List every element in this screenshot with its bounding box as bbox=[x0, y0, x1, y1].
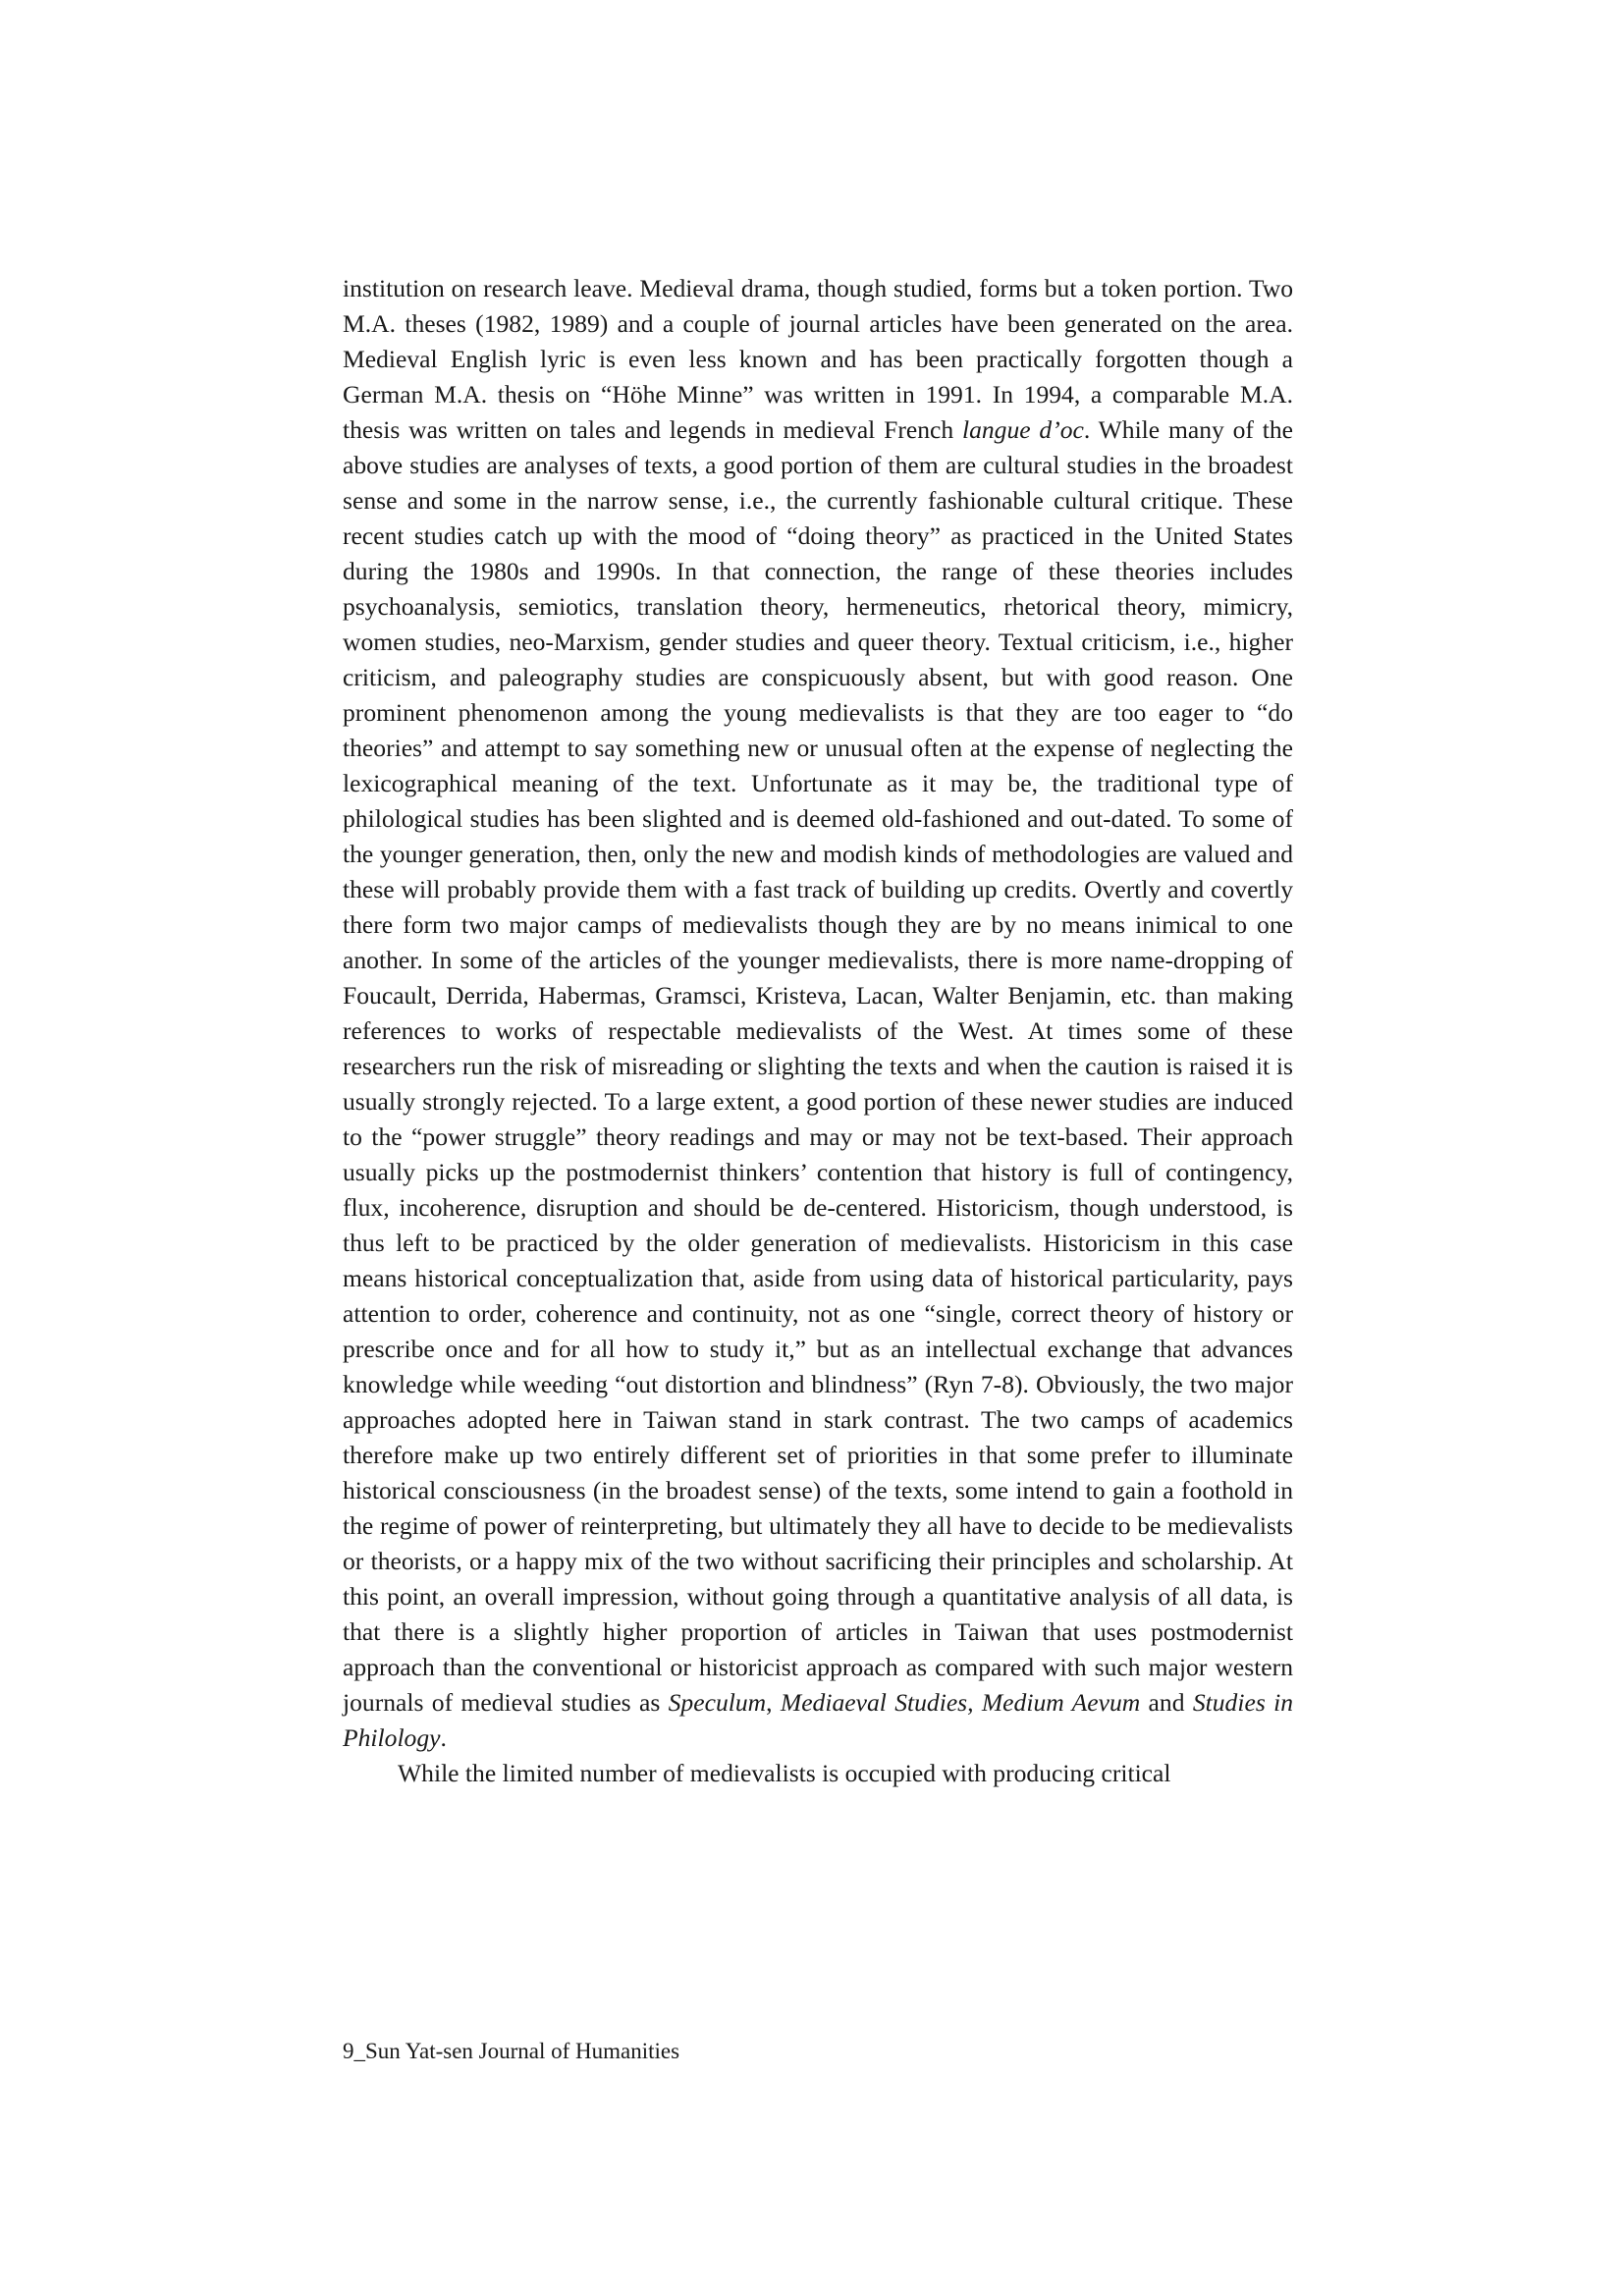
body-text bbox=[343, 271, 1293, 1791]
paragraph-1-italic-journals: Mediaeval Studies, Medium Aevum bbox=[780, 1688, 1141, 1717]
paragraph-1-text-e: . bbox=[440, 1723, 447, 1752]
page-footer: 9_Sun Yat-sen Journal of Humanities bbox=[343, 2039, 680, 2063]
paragraph-2 bbox=[343, 1756, 1293, 1791]
paragraph-1 bbox=[343, 271, 1293, 1756]
paragraph-2-text: While the limited number of medievalists is occupied with producing critical bbox=[398, 1759, 1171, 1787]
paragraph-1-italic-speculum: Speculum bbox=[668, 1688, 767, 1717]
paragraph-1-text-a: institution on research leave. Medieval drama, though studied, forms but a token portion. Two M.A. theses (1982, 1989) and a couple of journal articles have been generated on the area. Medieval English lyric is even less known and has been practically forgotten though a German M.A. thesis on “Höhe Minne” was written in 1991. In 1994, a comparable M.A. thesis was written on tales and legends in medieval French bbox=[343, 274, 1293, 444]
paragraph-1-text-b: . While many of the above studies are analyses of texts, a good portion of them are cultural studies in the broadest sense and some in the narrow sense, i.e., the currently fashionable cultural critique. These recent studies catch up with the mood of “doing theory” as practiced in the United States during the 1980s and 1990s. In that connection, the range of these theories includes psychoanalysis, semiotics, translation theory, hermeneutics, rhetorical theory, mimicry, women studies, neo-Marxism, gender studies and queer theory. Textual criticism, i.e., higher criticism, and paleography studies are conspicuously absent, but with good reason. One prominent phenomenon among the young medievalists is that they are too eager to “do theories” and attempt to say something new or unusual often at the expense of neglecting the lexicographical meaning of the text. Unfortunate as it may be, the traditional type of philological studies has been slighted and is deemed old-fashioned and out-dated. To some of the younger generation, then, only the new and modish kinds of methodologies are valued and these will probably provide them with a fast track of building up credits. Overtly and covertly there form two major camps of medievalists though they are by no means inimical to one another. In some of the articles of the younger medievalists, there is more name-dropping of Foucault, Derrida, Habermas, Gramsci, Kristeva, Lacan, Walter Benjamin, etc. than making references to works of respectable medievalists of the West. At times some of these researchers run the risk of misreading or slighting the texts and when the caution is raised it is usually strongly rejected. To a large extent, a good portion of these newer studies are induced to the “power struggle” theory readings and may or may not be text-based. Their approach usually picks up the postmodernist thinkers’ contention that history is full of contingency, flux, incoherence, disruption and should be de-centered. Historicism, though understood, is thus left to be practiced by the older generation of medievalists. Historicism in this case means historical conceptualization that, aside from using data of historical particularity, pays attention to order, coherence and continuity, not as one “single, correct theory of history or prescribe once and for all how to study it,” but as an intellectual exchange that advances knowledge while weeding “out distortion and blindness” (Ryn 7-8). Obviously, the two major approaches adopted here in Taiwan stand in stark contrast. The two camps of academics therefore make up two entirely different set of priorities in that some prefer to illuminate historical consciousness (in the broadest sense) of the texts, some intend to gain a foothold in the regime of power of reinterpreting, but ultimately they all have to decide to be medievalists or theorists, or a happy mix of the two without sacrificing their principles and scholarship. At this point, an overall impression, without going through a quantitative analysis of all data, is that there is a slightly higher proportion of articles in Taiwan that uses postmodernist approach than the conventional or historicist approach as compared with such major western journals of medieval studies as bbox=[343, 415, 1293, 1717]
paragraph-1-text-d: and bbox=[1140, 1688, 1193, 1717]
paragraph-1-text-c: , bbox=[766, 1688, 781, 1717]
paragraph-1-italic-studies-in-philology: Studies in Philology bbox=[343, 1688, 1294, 1752]
paragraph-1-italic-langue-doc: langue d’oc bbox=[961, 415, 1084, 444]
